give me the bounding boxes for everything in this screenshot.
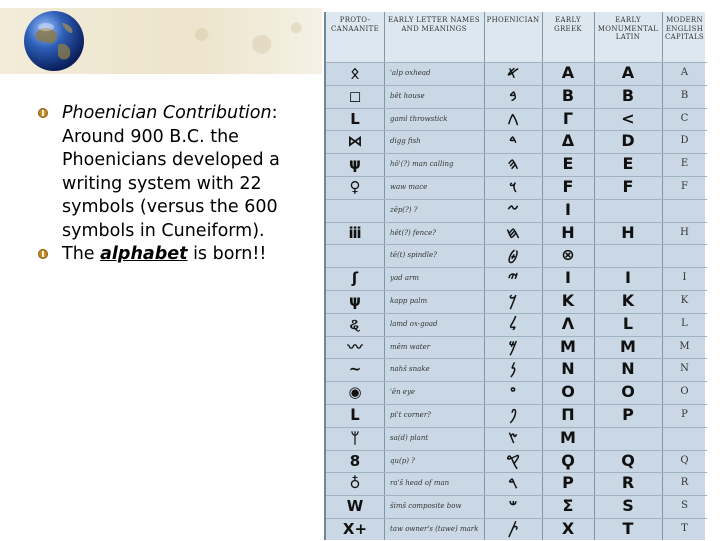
chart-cell-cap: B — [680, 89, 689, 101]
chart-cell-latin: P — [622, 405, 634, 424]
chart-cell-cap — [662, 244, 707, 267]
chart-cell-cap: I — [682, 272, 687, 284]
chart-cell-phoen: 𐤆 — [507, 199, 519, 219]
chart-cell-name: ra'š head of man — [390, 479, 450, 488]
column-header: MODERN ENGLISH CAPITALS — [664, 16, 705, 41]
chart-cell-cap: S — [681, 500, 688, 512]
chart-cell-cap: D — [680, 135, 689, 147]
chart-cell-proto: ◉ — [348, 383, 362, 402]
chart-cell-proto: ᛘ — [350, 428, 360, 447]
chart-cell-name: šimš composite bow — [390, 502, 462, 511]
chart-cell-latin: I — [625, 268, 631, 288]
chart-cell-name: yad arm — [390, 274, 419, 283]
column-divider — [384, 12, 385, 540]
bullet-colon: : — [271, 103, 278, 123]
chart-cell-phoen: 𐤋 — [509, 313, 517, 333]
chart-cell-greek: ⊗ — [561, 245, 575, 265]
chart-cell-latin: K — [621, 291, 635, 310]
chart-cell-proto: 8 — [349, 451, 361, 470]
chart-cell-cap — [662, 427, 707, 450]
chart-cell-proto: L — [350, 109, 360, 128]
chart-cell-cap: H — [680, 226, 689, 238]
chart-cell-latin: B — [621, 85, 635, 105]
chart-cell-phoen: 𐤐 — [509, 405, 517, 424]
chart-cell-greek: Α — [561, 63, 575, 82]
chart-cell-name: taw owner's (tawe) mark — [390, 525, 479, 533]
chart-cell-cap: A — [680, 67, 689, 78]
chart-cell-proto: ♀ — [349, 178, 361, 196]
chart-cell-name: bêt house — [390, 91, 425, 100]
bullet-icon — [38, 249, 48, 259]
chart-cell-latin: S — [622, 496, 634, 516]
chart-cell-greek: Π — [561, 405, 575, 424]
chart-cell-phoen: 𐤌 — [508, 336, 518, 356]
chart-cell-phoen: 𐤕 — [507, 519, 519, 538]
chart-cell-latin — [594, 244, 662, 267]
chart-cell-cap: M — [679, 340, 690, 352]
chart-cell-latin: D — [621, 131, 635, 151]
chart-cell-name: digg fish — [390, 137, 421, 146]
chart-cell-proto: W — [346, 497, 364, 516]
chart-cell-name: lamd ox-goad — [390, 319, 438, 328]
chart-cell-proto — [326, 199, 384, 222]
chart-cell-cap: C — [680, 112, 689, 124]
chart-cell-latin: < — [621, 108, 635, 128]
bullet-title: Phoenician Contribution — [62, 103, 272, 123]
chart-cell-phoen: 𐤔 — [508, 496, 518, 516]
bullet-phoenician — [38, 102, 298, 243]
chart-cell-proto: ♁ — [349, 474, 361, 493]
chart-cell-name: kapp palm — [390, 297, 428, 305]
chart-cell-name: hêt(?) fence? — [390, 228, 436, 237]
chart-cell-latin — [594, 199, 662, 222]
chart-cell-cap: K — [680, 295, 689, 306]
chart-cell-phoen: 𐤃 — [509, 131, 517, 151]
column-header: EARLY GREEK — [554, 16, 582, 33]
chart-cell-greek: Γ — [562, 108, 574, 128]
chart-cell-cap: T — [681, 523, 688, 534]
chart-cell-greek: Ε — [562, 154, 574, 174]
chart-cell-cap: O — [680, 386, 689, 398]
chart-cell-greek: Η — [561, 222, 575, 242]
chart-cell-proto: ᒪ — [350, 406, 360, 424]
chart-cell-name: qu(p) ? — [390, 456, 415, 465]
chart-cell-cap: P — [681, 409, 688, 420]
chart-cell-phoen: 𐤇 — [506, 222, 520, 242]
column-header: EARLY MONUMENTAL LATIN — [597, 16, 659, 41]
chart-cell-greek: Ϙ — [561, 450, 575, 470]
chart-cell-latin: T — [622, 519, 634, 538]
chart-cell-latin: M — [620, 336, 636, 356]
chart-cell-greek: Ν — [561, 359, 575, 379]
chart-cell-phoen: 𐤂 — [507, 108, 519, 128]
chart-cell-proto: ⋈ — [347, 132, 363, 151]
chart-cell-phoen: 𐤒 — [506, 450, 520, 470]
chart-cell-cap: L — [681, 317, 688, 329]
bullet-list — [38, 102, 298, 267]
chart-cell-greek: Ϝ — [562, 177, 574, 196]
column-header: PROTO-CANAANITE — [330, 16, 379, 33]
chart-cell-name: tê(t) spindle? — [390, 251, 437, 260]
chart-cell-cap: N — [680, 363, 689, 375]
chart-cell-greek: Ι — [565, 199, 571, 219]
chart-cell-phoen: 𐤊 — [508, 291, 517, 310]
chart-cell-proto: ୡ — [349, 314, 361, 333]
chart-cell-phoen: 𐤅 — [509, 177, 517, 196]
chart-cell-phoen: 𐤉 — [507, 268, 519, 288]
chart-cell-proto: X+ — [342, 520, 368, 538]
chart-cell-name: zêp(?) ? — [390, 205, 418, 214]
chart-cell-cap: F — [681, 181, 688, 192]
bullet-text: Around 900 B.C. the Phoenicians developed a writing system with 22 symbols (versus the 600 symbols in Cuneiform). — [62, 126, 280, 241]
chart-cell-latin: A — [621, 63, 635, 82]
chart-cell-proto: 〰 — [347, 337, 363, 356]
chart-cell-latin — [594, 427, 662, 450]
bullet-pre: The — [62, 244, 101, 264]
chart-cell-phoen: 𐤏 — [510, 382, 516, 402]
chart-cell-phoen: 𐤍 — [509, 359, 517, 379]
chart-cell-proto: ψ — [349, 292, 361, 310]
chart-cell-name: nahš snake — [390, 365, 430, 374]
chart-cell-proto: ⅲ — [348, 223, 362, 242]
chart-cell-latin: F — [622, 177, 634, 196]
chart-cell-proto: ʃ — [351, 269, 359, 288]
chart-cell-greek: Δ — [561, 131, 575, 151]
alphabet-chart — [324, 12, 705, 540]
chart-cell-greek: Β — [561, 85, 575, 105]
chart-cell-latin: H — [621, 222, 635, 242]
bullet-alphabet — [38, 243, 298, 267]
chart-cell-name: pi't corner? — [390, 411, 431, 419]
chart-cell-proto: ◻ — [348, 86, 362, 105]
chart-cell-greek: Ο — [561, 382, 575, 402]
chart-cell-greek: Χ — [561, 519, 575, 538]
chart-cell-phoen: 𐤑 — [508, 427, 518, 447]
chart-cell-phoen: 𐤄 — [507, 154, 519, 174]
chart-cell-proto: ψ — [349, 155, 361, 174]
chart-cell-proto: ᛟ — [350, 64, 360, 82]
chart-cell-name: waw mace — [390, 183, 428, 191]
chart-cell-proto — [326, 244, 384, 267]
chart-cell-phoen: 𐤓 — [508, 473, 518, 493]
chart-cell-latin: L — [622, 313, 634, 333]
chart-cell-name: mêm water — [390, 342, 431, 351]
chart-cell-name: hô'(?) man calling — [390, 160, 454, 169]
chart-cell-name: 'ên eye — [390, 388, 416, 397]
chart-cell-proto: ~ — [348, 360, 362, 379]
chart-cell-cap: Q — [680, 454, 689, 466]
chart-cell-phoen: 𐤈 — [507, 245, 519, 265]
chart-cell-greek: Σ — [562, 496, 574, 516]
column-header: PHOENICIAN — [486, 16, 540, 24]
chart-cell-name: 'alp oxhead — [390, 69, 431, 77]
chart-cell-phoen: 𐤁 — [509, 85, 517, 105]
chart-cell-cap: E — [680, 158, 689, 170]
alphabet-word: alphabet — [100, 244, 188, 264]
chart-cell-latin: Q — [621, 450, 635, 470]
chart-cell-latin: O — [621, 382, 635, 402]
chart-cell-greek: Κ — [561, 291, 575, 310]
chart-cell-cap — [662, 199, 707, 222]
chart-cell-greek: Μ — [560, 336, 576, 356]
map-pattern — [150, 8, 322, 74]
globe-icon — [22, 9, 86, 73]
bullet-icon — [38, 108, 48, 118]
chart-cell-name: sa(d) plant — [390, 433, 429, 442]
chart-cell-greek: Μ — [560, 427, 576, 447]
chart-cell-name: gaml throwstick — [390, 114, 448, 123]
chart-cell-phoen: 𐤀 — [507, 63, 519, 82]
chart-cell-cap: R — [680, 477, 689, 489]
chart-cell-greek: Ρ — [562, 473, 574, 493]
chart-cell-latin: R — [621, 473, 635, 493]
chart-cell-latin: N — [621, 359, 635, 379]
chart-cell-greek: Ι — [565, 268, 571, 288]
column-header: EARLY LETTER NAMES AND MEANINGS — [388, 16, 480, 33]
chart-cell-latin: E — [622, 154, 634, 174]
chart-cell-greek: Λ — [561, 313, 575, 333]
bullet-post: is born!! — [187, 244, 267, 264]
